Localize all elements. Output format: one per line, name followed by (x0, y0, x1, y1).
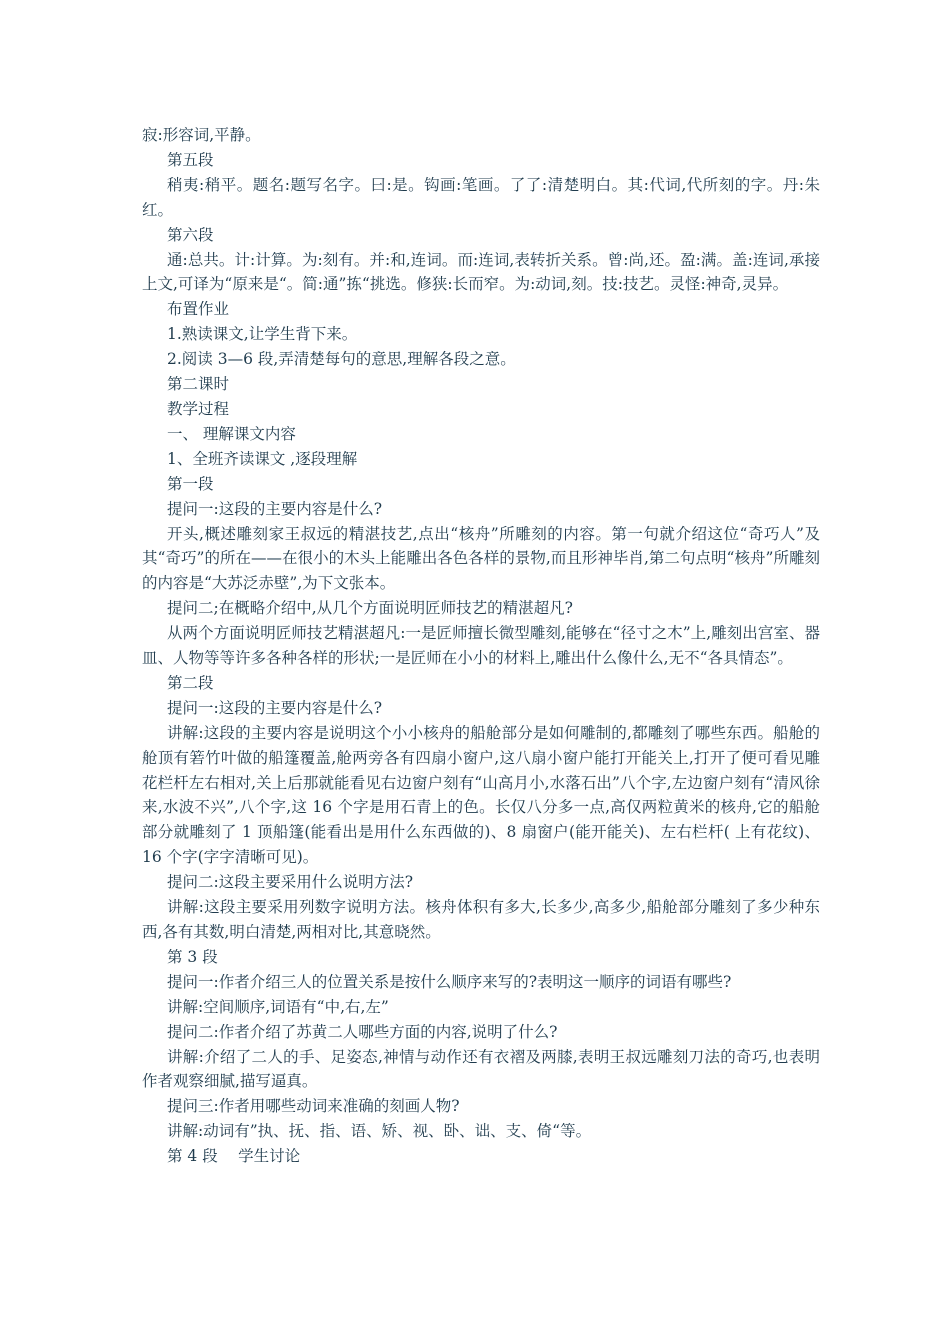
paragraph: 提问二:这段主要采用什么说明方法? (167, 873, 414, 892)
paragraph: 讲解:介绍了二人的手、足姿态,神情与动作还有衣褶及两膝,表明王叔远雕刻刀法的奇巧,也表明作者观察细腻,描写逼真。 (142, 1047, 820, 1091)
paragraph: 1.熟读课文,让学生背下来。 (167, 325, 358, 344)
paragraph: 讲解:空间顺序,词语有“中,右,左” (167, 997, 389, 1016)
paragraph: 第二段 (167, 673, 214, 692)
paragraph: 提问一:作者介绍三人的位置关系是按什么顺序来写的?表明这一顺序的词语有哪些? (167, 972, 732, 991)
paragraph: 一、 理解课文内容 (167, 424, 296, 443)
paragraph: 提问二:作者介绍了苏黄二人哪些方面的内容,说明了什么? (167, 1022, 558, 1041)
paragraph: 通:总共。计:计算。为:刻有。并:和,连词。而:连词,表转折关系。曾:尚,还。盈:满。盖:连词,承接上文,可译为“原来是“。简:通”拣“挑选。修狭:长而窄。为:动词,刻。技:技艺。灵怪:神奇,灵异。 (142, 250, 820, 294)
paragraph: 1、全班齐读课文 ,逐段理解 (167, 449, 358, 468)
paragraph: 提问三:作者用哪些动词来准确的刻画人物? (167, 1097, 460, 1116)
paragraph: 开头,概述雕刻家王叔远的精湛技艺,点出“核舟”所雕刻的内容。第一句就介绍这位“奇巧人”及其“奇巧”的所在——在很小的木头上能雕出各色各样的景物,而且形神毕肖,第二句点明“核舟”所雕刻的内容是“大苏泛赤壁”,为下文张本。 (142, 524, 820, 593)
paragraph: 寂:形容词,平静。 (142, 126, 261, 144)
paragraph: 提问一:这段的主要内容是什么? (167, 698, 383, 717)
paragraph: 提问二;在概略介绍中,从几个方面说明匠师技艺的精湛超凡? (167, 599, 573, 618)
paragraph: 第 4 段 学生讨论 (167, 1147, 301, 1166)
paragraph: 布置作业 (167, 300, 230, 319)
paragraph: 第一段 (167, 474, 214, 493)
paragraph: 稍夷:稍平。题名:题写名字。曰:是。钩画:笔画。了了:清楚明白。其:代词,代所刻的字。丹:朱红。 (142, 175, 820, 219)
paragraph: 第 3 段 (167, 947, 218, 966)
paragraph: 讲解:这段主要采用列数字说明方法。核舟体积有多大,长多少,高多少,船舱部分雕刻了多少种东西,各有其数,明白清楚,两相对比,其意晓然。 (142, 898, 820, 941)
paragraph: 从两个方面说明匠师技艺精湛超凡:一是匠师擅长微型雕刻,能够在“径寸之木”上,雕刻出宫室、器皿、人物等等许多各种各样的形状;一是匠师在小小的材料上,雕出什么像什么,无不“各具情态”。 (142, 624, 820, 668)
paragraph: 提问一:这段的主要内容是什么? (167, 499, 383, 518)
document-body (142, 123, 820, 1169)
paragraph: 第五段 (167, 150, 214, 169)
paragraph: 教学过程 (167, 399, 230, 418)
paragraph: 2.阅读 3—6 段,弄清楚每句的意思,理解各段之意。 (167, 350, 516, 369)
paragraph: 第六段 (167, 225, 214, 244)
paragraph: 讲解:动词有”执、抚、指、语、矫、视、卧、诎、支、倚“等。 (167, 1122, 592, 1141)
paragraph: 讲解:这段的主要内容是说明这个小小核舟的船舱部分是如何雕制的,都雕刻了哪些东西。船舱的舱顶有箬竹叶做的船篷覆盖,舱两旁各有四扇小窗户,这八扇小窗户能打开能关上,打开了便可看见雕花栏杆左右相对,关上后那就能看见右边窗户刻有“山高月小,水落石出”八个字,左边窗户刻有“清风徐来,水波不兴”,八个字,这 16 个字是用石青上的色。长仅八分多一点,高仅两粒黄米的核舟,它的船舱部分就雕刻了 1 顶船篷(能看出是用什么东西做的)、8 扇窗户(能开能关)、左右栏杆( 上有花纹)、16 个字(字字清晰可见)。 (142, 723, 820, 867)
paragraph: 第二课时 (167, 375, 230, 394)
